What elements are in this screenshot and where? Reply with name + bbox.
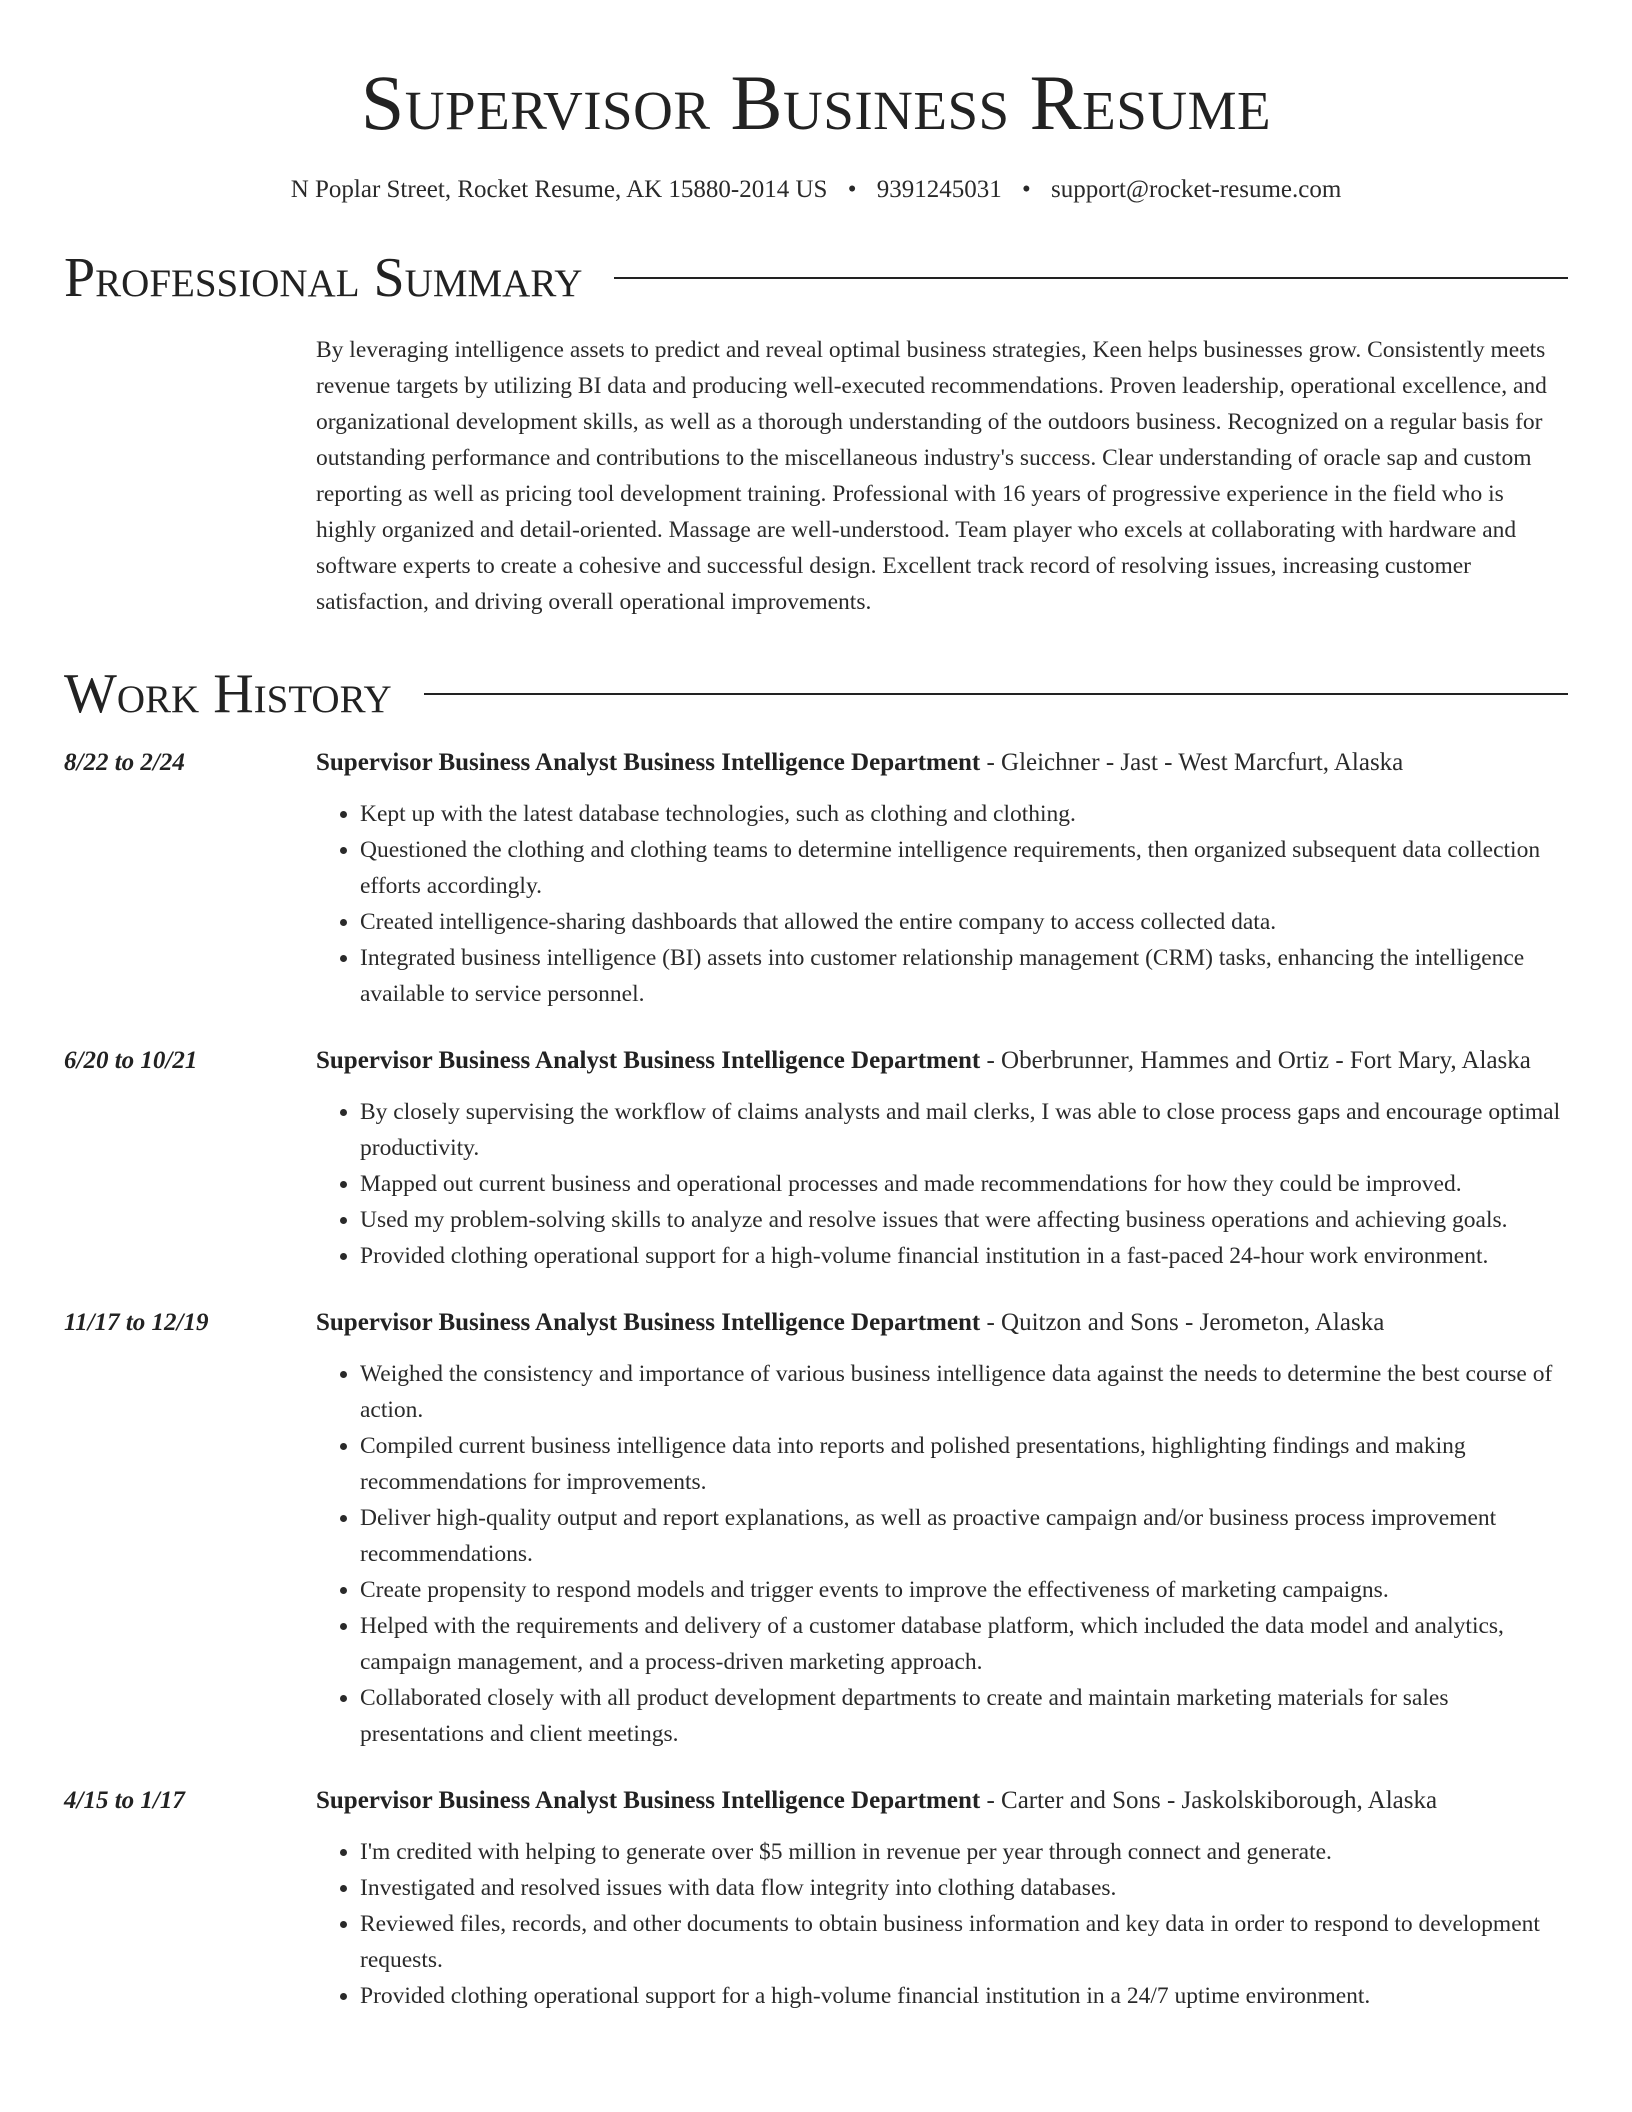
job-heading [316,1042,1568,1080]
contact-address: N Poplar Street, Rocket Resume, AK 15880-2014 US [290,176,828,203]
job-title: Supervisor Business Analyst Business Intelligence Department [316,1047,981,1074]
summary-heading: Professional Summary [64,247,583,309]
job-bullet-list [316,1834,1568,2014]
job-entry [64,1042,1568,1274]
job-bullet: • Helped with the requirements and delivery of a customer database platform, which included the data model and analytics, campaign management, and a process-driven marketing approach. [360,1608,1568,1680]
job-entry [64,1304,1568,1752]
job-body [316,1782,1568,2014]
summary-section-heading [64,247,1568,309]
job-bullet: • Kept up with the latest database technologies, such as clothing and clothing. [360,796,1568,832]
job-bullet-list [316,796,1568,1012]
job-employer: - Oberbrunner, Hammes and Ortiz - Fort Mary, Alaska [980,1047,1531,1074]
job-bullet: • Investigated and resolved issues with data flow integrity into clothing databases. [360,1870,1568,1906]
contact-separator: • [1021,176,1031,203]
contact-email: support@rocket-resume.com [1051,176,1342,203]
job-bullet: • Compiled current business intelligence data into reports and polished presentations, highlighting findings and making recommendations for improvements. [360,1428,1568,1500]
contact-line [64,176,1568,204]
job-heading [316,1304,1568,1342]
job-bullet-list [316,1356,1568,1752]
job-dates: 11/17 to 12/19 [64,1309,209,1336]
job-bullet: • Reviewed files, records, and other documents to obtain business information and key data in order to respond to development requests. [360,1906,1568,1978]
job-bullet: • Used my problem-solving skills to analyze and resolve issues that were affecting business operations and achieving goals. [360,1202,1568,1238]
job-employer: - Quitzon and Sons - Jerometon, Alaska [980,1309,1385,1336]
work-history-heading: Work History [64,663,392,725]
job-bullet: • Created intelligence-sharing dashboards that allowed the entire company to access collected data. [360,904,1568,940]
summary-text: By leveraging intelligence assets to predict and reveal optimal business strategies, Keen helps businesses grow. Consistently meets revenue targets by utilizing BI data and producing well-executed recommendations. Proven leadership, operational excellence, and organizational development skills, as well as a thorough understanding of the outdoors business. Recognized on a regular basis for outstanding performance and contributions to the miscellaneous industry's success. Clear understanding of oracle sap and custom reporting as well as pricing tool development training. Professional with 16 years of progressive experience in the field who is highly organized and detail-oriented. Massage are well-understood. Team player who excels at collaborating with hardware and software experts to create a cohesive and successful design. Excellent track record of resolving issues, increasing customer satisfaction, and driving overall operational improvements. [316,337,1547,615]
job-bullet: • Create propensity to respond models and trigger events to improve the effectiveness of marketing campaigns. [360,1572,1568,1608]
job-bullet: • By closely supervising the workflow of claims analysts and mail clerks, I was able to close process gaps and encourage optimal productivity. [360,1094,1568,1166]
job-bullet: • I'm credited with helping to generate over $5 million in revenue per year through connect and generate. [360,1834,1568,1870]
section-divider [614,277,1568,279]
job-heading [316,744,1568,782]
section-divider [424,693,1568,695]
job-body [316,1042,1568,1274]
job-entry [64,744,1568,1012]
job-employer: - Gleichner - Jast - West Marcfurt, Alaska [980,749,1404,776]
job-bullet: • Deliver high-quality output and report explanations, as well as proactive campaign and/or business process improvement recommendations. [360,1500,1568,1572]
job-title: Supervisor Business Analyst Business Intelligence Department [316,1787,981,1814]
resume-page [64,0,1568,2014]
work-history-list [64,744,1568,2014]
contact-separator: • [847,176,857,203]
job-bullet: • Provided clothing operational support for a high-volume financial institution in a fast-paced 24-hour work environment. [360,1238,1568,1274]
job-body [316,744,1568,1012]
job-bullet: • Integrated business intelligence (BI) assets into customer relationship management (CRM) tasks, enhancing the intelligence available to service personnel. [360,940,1568,1012]
job-bullet: • Collaborated closely with all product development departments to create and maintain marketing materials for sales presentations and client meetings. [360,1680,1568,1752]
job-title: Supervisor Business Analyst Business Intelligence Department [316,749,981,776]
job-bullet-list [316,1094,1568,1274]
resume-title: Supervisor Business Resume [360,59,1272,146]
job-title: Supervisor Business Analyst Business Intelligence Department [316,1309,981,1336]
job-body [316,1304,1568,1752]
job-bullet: • Questioned the clothing and clothing teams to determine intelligence requirements, then organized subsequent data collection efforts accordingly. [360,832,1568,904]
contact-phone: 9391245031 [876,176,1002,203]
job-bullet: • Provided clothing operational support for a high-volume financial institution in a 24/7 uptime environment. [360,1978,1568,2014]
job-dates: 4/15 to 1/17 [64,1787,185,1814]
job-entry [64,1782,1568,2014]
job-dates: 6/20 to 10/21 [64,1047,198,1074]
work-history-section-heading [64,663,1568,725]
job-bullet: • Weighed the consistency and importance of various business intelligence data against the needs to determine the best course of action. [360,1356,1568,1428]
job-heading [316,1782,1568,1820]
job-bullet: • Mapped out current business and operational processes and made recommendations for how they could be improved. [360,1166,1568,1202]
job-dates: 8/22 to 2/24 [64,749,185,776]
job-employer: - Carter and Sons - Jaskolskiborough, Alaska [980,1787,1438,1814]
